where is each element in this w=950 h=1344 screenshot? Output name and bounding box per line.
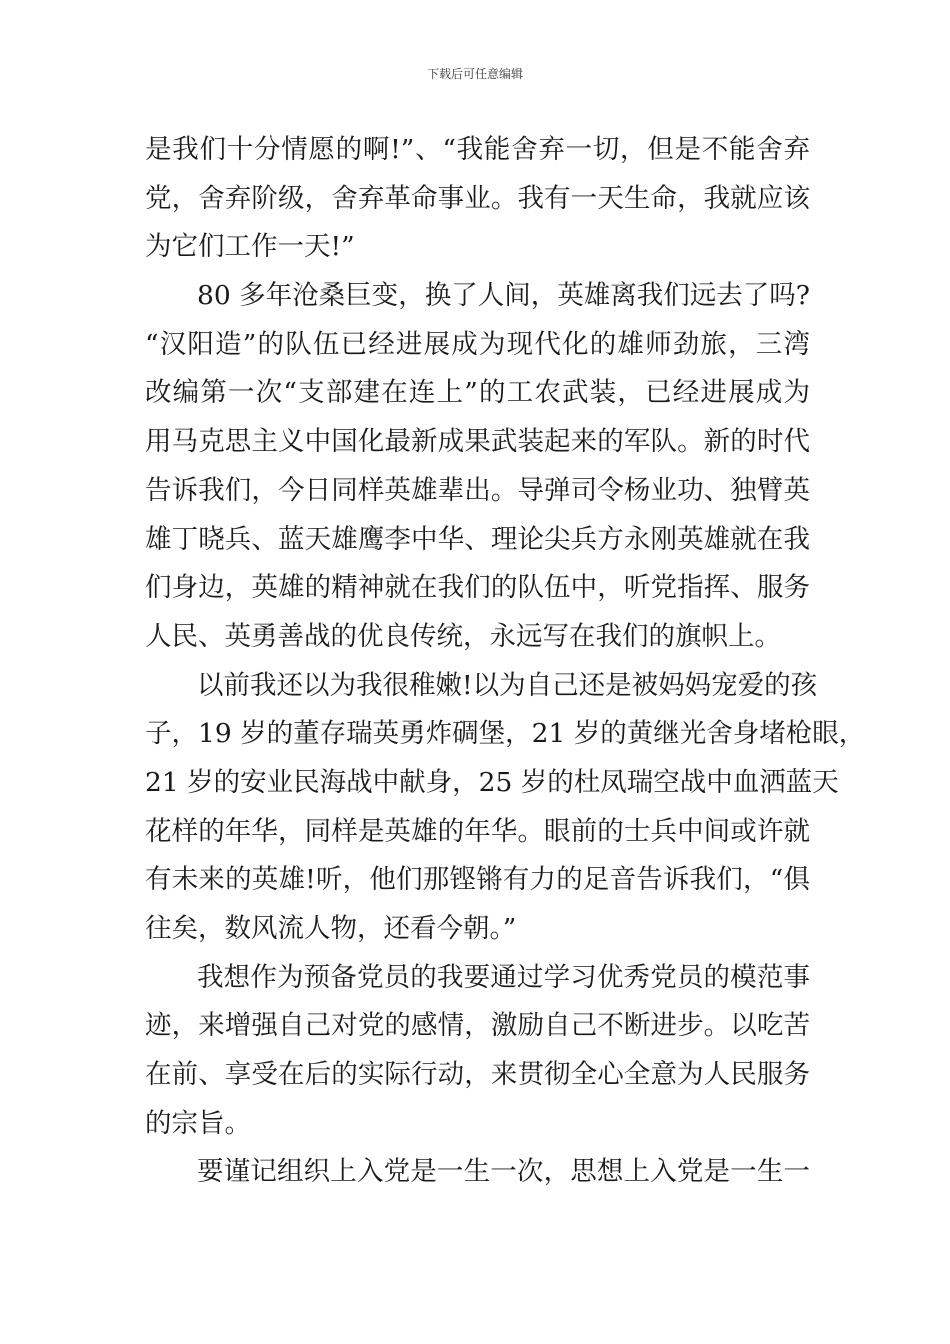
text-line: 人民、英勇善战的优良传统，永远写在我们的旗帜上。 bbox=[145, 620, 781, 652]
text-line: 子，19 岁的董存瑞英勇炸碉堡，21 岁的黄继光舍身堵枪眼， bbox=[145, 718, 866, 750]
text-line: 有未来的英雄!听，他们那铿锵有力的足音告诉我们，“俱 bbox=[145, 864, 810, 896]
text-line: 21 岁的安业民海战中献身，25 岁的杜凤瑞空战中血洒蓝天 bbox=[145, 766, 839, 798]
text-line: 雄丁晓兵、蓝天雄鹰李中华、理论尖兵方永刚英雄就在我 bbox=[145, 523, 810, 555]
text-line: 们身边，英雄的精神就在我们的队伍中，听党指挥、服务 bbox=[145, 572, 810, 604]
text-line: 迹，来增强自己对党的感情，激励自己不断进步。以吃苦 bbox=[145, 1010, 810, 1042]
document-body bbox=[145, 126, 866, 1197]
text-line: “汉阳造”的队伍已经进展成为现代化的雄师劲旅，三湾 bbox=[145, 328, 810, 360]
text-line: 80 多年沧桑巨变，换了人间，英雄离我们远去了吗? bbox=[197, 280, 810, 312]
text-line: 往矣，数风流人物，还看今朝。” bbox=[145, 913, 517, 944]
text-line: 是我们十分情愿的啊!”、“我能舍弃一切，但是不能舍弃 bbox=[145, 134, 810, 165]
text-line: 要谨记组织上入党是一生一次，思想上入党是一生一 bbox=[197, 1156, 810, 1188]
text-line: 我想作为预备党员的我要通过学习优秀党员的模范事 bbox=[197, 961, 810, 993]
text-line: 党，舍弃阶级，舍弃革命事业。我有一天生命，我就应该 bbox=[145, 182, 810, 214]
text-line: 改编第一次“支部建在连上”的工农武装，已经进展成为 bbox=[145, 377, 810, 409]
text-line: 在前、享受在后的实际行动，来贯彻全心全意为人民服务 bbox=[145, 1059, 810, 1091]
text-line: 为它们工作一天!” bbox=[145, 231, 355, 263]
text-line: 告诉我们，今日同样英雄辈出。导弹司令杨业功、独臂英 bbox=[145, 474, 810, 506]
text-line: 的宗旨。 bbox=[145, 1107, 251, 1139]
text-line: 用马克思主义中国化最新成果武装起来的军队。新的时代 bbox=[145, 426, 810, 458]
text-line: 花样的年华，同样是英雄的年华。眼前的士兵中间或许就 bbox=[145, 815, 810, 847]
text-line: 以前我还以为我很稚嫩!以为自己还是被妈妈宠爱的孩 bbox=[197, 669, 818, 701]
page-header-note: 下载后可任意编辑 bbox=[426, 67, 523, 81]
